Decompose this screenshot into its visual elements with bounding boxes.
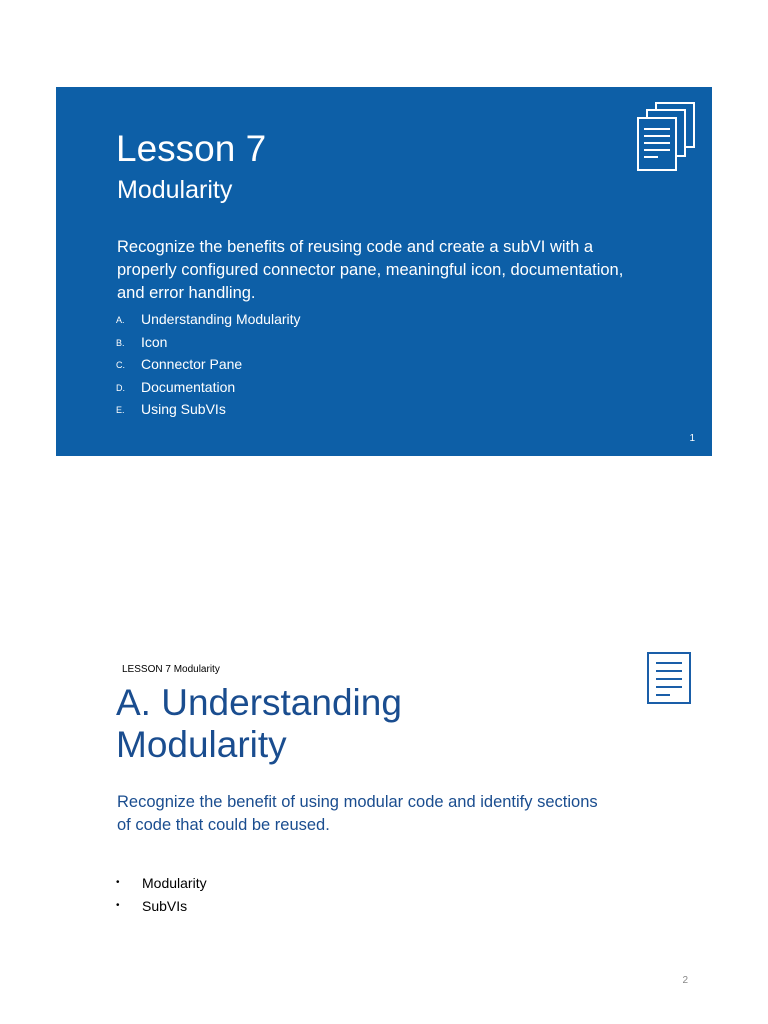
list-item-label: SubVIs	[142, 898, 188, 914]
topic-letter: E.	[116, 405, 125, 415]
bullet-icon: •	[116, 877, 120, 888]
lesson-title: Lesson 7	[116, 128, 267, 169]
list-item-label: Modularity	[142, 875, 207, 891]
document-icon	[646, 651, 692, 705]
page-number: 1	[689, 433, 695, 444]
topic-label: Documentation	[141, 378, 236, 395]
topic-label: Icon	[141, 333, 168, 350]
topic-letter: C.	[116, 360, 125, 370]
section-title: A. Understanding Modularity	[116, 682, 402, 765]
topic-label: Connector Pane	[141, 356, 243, 372]
section-objective: Recognize the benefit of using modular code and identify sections of code that could be reused.	[117, 793, 598, 834]
topic-label: Understanding Modularity	[141, 311, 301, 327]
topic-label: Using SubVIs	[141, 401, 226, 417]
topic-letter: B.	[116, 337, 125, 348]
documents-stack-icon	[636, 101, 700, 173]
slide-understanding-modularity	[56, 620, 712, 1000]
topic-letter: A.	[116, 315, 125, 325]
breadcrumb: LESSON 7 Modularity	[122, 664, 220, 675]
bullet-icon: •	[116, 900, 120, 911]
page-number: 2	[682, 975, 688, 986]
lesson-subtitle: Modularity	[117, 176, 233, 204]
slide-lesson-7-title	[56, 87, 712, 456]
lesson-objective: Recognize the benefits of reusing code and create a subVI with a properly configured connector pane, meaningful icon, documentation, and error handling.	[117, 238, 624, 302]
topic-letter: D.	[116, 382, 125, 393]
